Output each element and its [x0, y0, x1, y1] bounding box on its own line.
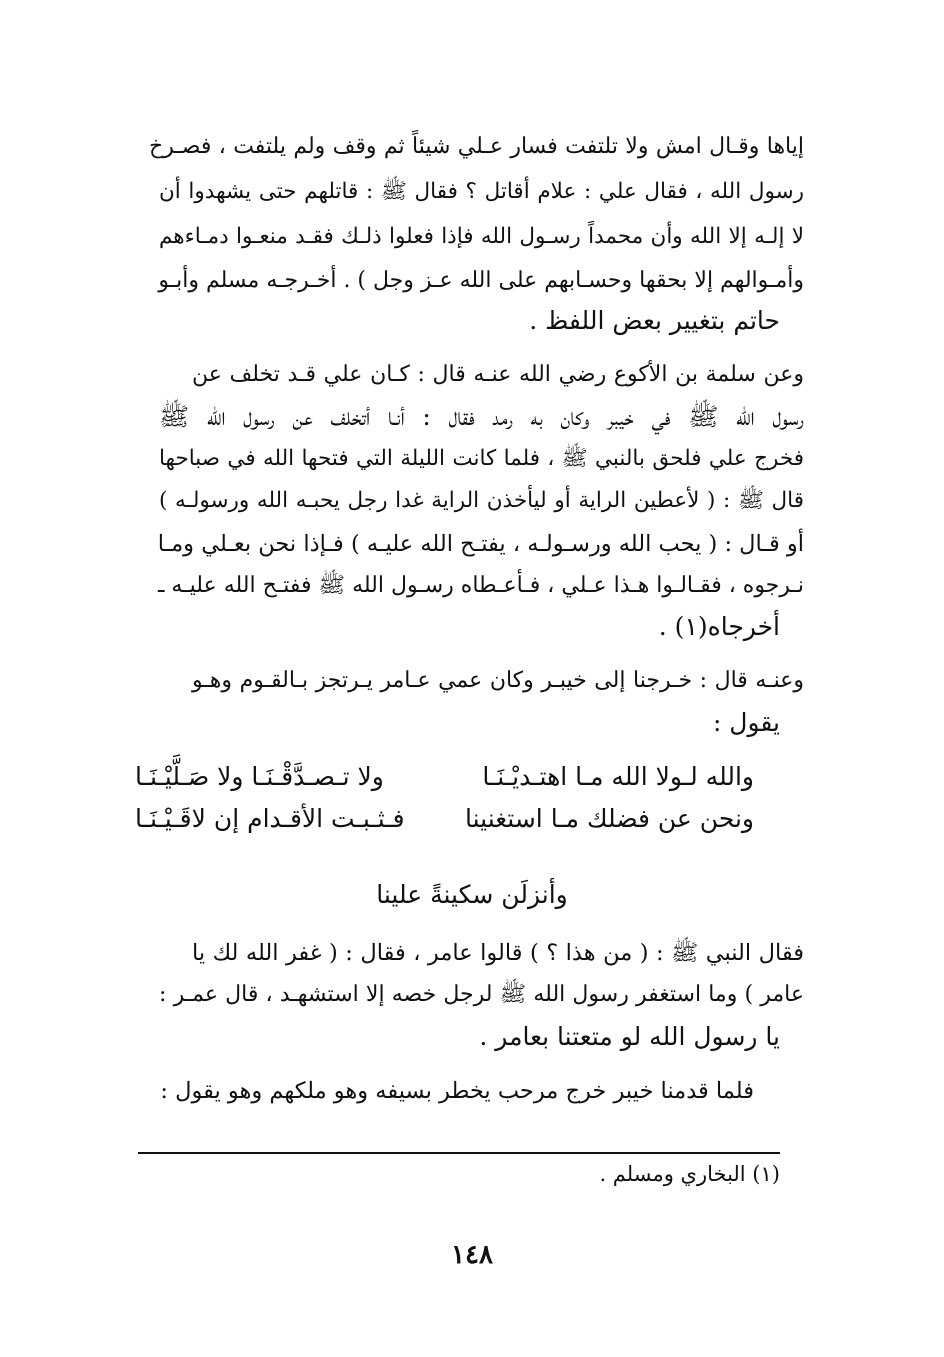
verse-1-left: ولا تـصـدَّقْـنَـا ولا صَـلَّيْـنَـا: [135, 762, 384, 791]
p1-line-1: إياها وقـال امش ولا تلتفت فسار عـلي شيئاً ثم وقف ولم يلتفت ، فصـرخ: [149, 134, 804, 159]
page-number: ١٤٨: [451, 1240, 493, 1270]
p2-line-1: وعن سلمة بن الأكوع رضي الله عنـه قال : كـان علي قـد تخلف عن: [192, 362, 804, 387]
p2-line-6: نـرجوه ، فقـالـوا هـذا عـلي ، فـأعـطاه رسـول الله ﷺ ففتـح الله عليـه ـ: [157, 573, 804, 598]
p4-line-1: فقال النبي ﷺ : ( من هذا ؟ ) قالوا عامر ، فقال : ( غفر الله لك يا: [192, 940, 804, 966]
footnote: (١) البخاري ومسلم .: [599, 1162, 780, 1186]
verse-1-right: والله لـولا الله مـا اهتـديْـنَـا: [482, 762, 754, 791]
centered-verse: وأنزلَن سكينةً علينا: [376, 880, 568, 909]
p1-line-2: رسول الله ، فقال علي : علام أقاتل ؟ فقال ﷺ : قاتلهم حتى يشهدوا أن: [159, 179, 804, 204]
p1-line-3: لا إلـه إلا الله وأن محمداً رسـول الله فإذا فعلوا ذلـك فقـد منعـوا دمـاءهم: [159, 224, 804, 249]
p4-line-3: يا رسول الله لو متعتنا بعامر .: [479, 1022, 780, 1051]
verse-2-left: فـثـبـت الأقـدام إن لاقَـيْـنَـا: [135, 804, 405, 833]
footnote-separator: [138, 1152, 780, 1154]
verse-2-right: ونحن عن فضلك مـا استغنينا: [465, 804, 754, 833]
p3-line-1: وعنـه قال : خـرجنا إلى خيبـر وكان عمي عـامر يـرتجز بـالقـوم وهـو: [192, 668, 804, 693]
p1-line-4: وأمـوالهم إلا بحقها وحسـابهم على الله عـز وجل ) . أخـرجـه مسلم وأبـو: [158, 268, 804, 293]
p3-line-2: يقول :: [712, 708, 780, 737]
p2-line-2: رسول الله ﷺ في خيبر وكان به رمد فقال : أنـا أتخلف عن رسول الله ﷺ: [159, 402, 804, 431]
p5-line-1: فلما قدمنا خيبر خرج مرحب يخطر بسيفه وهو ملكهم وهو يقول :: [160, 1078, 754, 1104]
p4-line-2: عامر ) وما استغفر رسول الله ﷺ لرجل خصه إلا استشهـد ، قال عمـر :: [159, 982, 804, 1007]
p2-line-3: فخرج علي فلحق بالنبي ﷺ ، فلما كانت الليلة التي فتحها الله في صباحها: [159, 446, 804, 471]
p2-line-7: أخرجاه(١) .: [658, 612, 780, 641]
p2-line-4: قال ﷺ : ( لأعطين الراية أو ليأخذن الراية غدا رجل يحبـه الله ورسولـه ): [159, 488, 804, 513]
p2-line-5: أو قـال : ( يحب الله ورسـولـه ، يفتـح الله عليـه ) فـإذا نحن بعـلي ومـا: [157, 531, 804, 557]
p1-line-5: حاتم بتغيير بعض اللفظ .: [529, 306, 780, 335]
